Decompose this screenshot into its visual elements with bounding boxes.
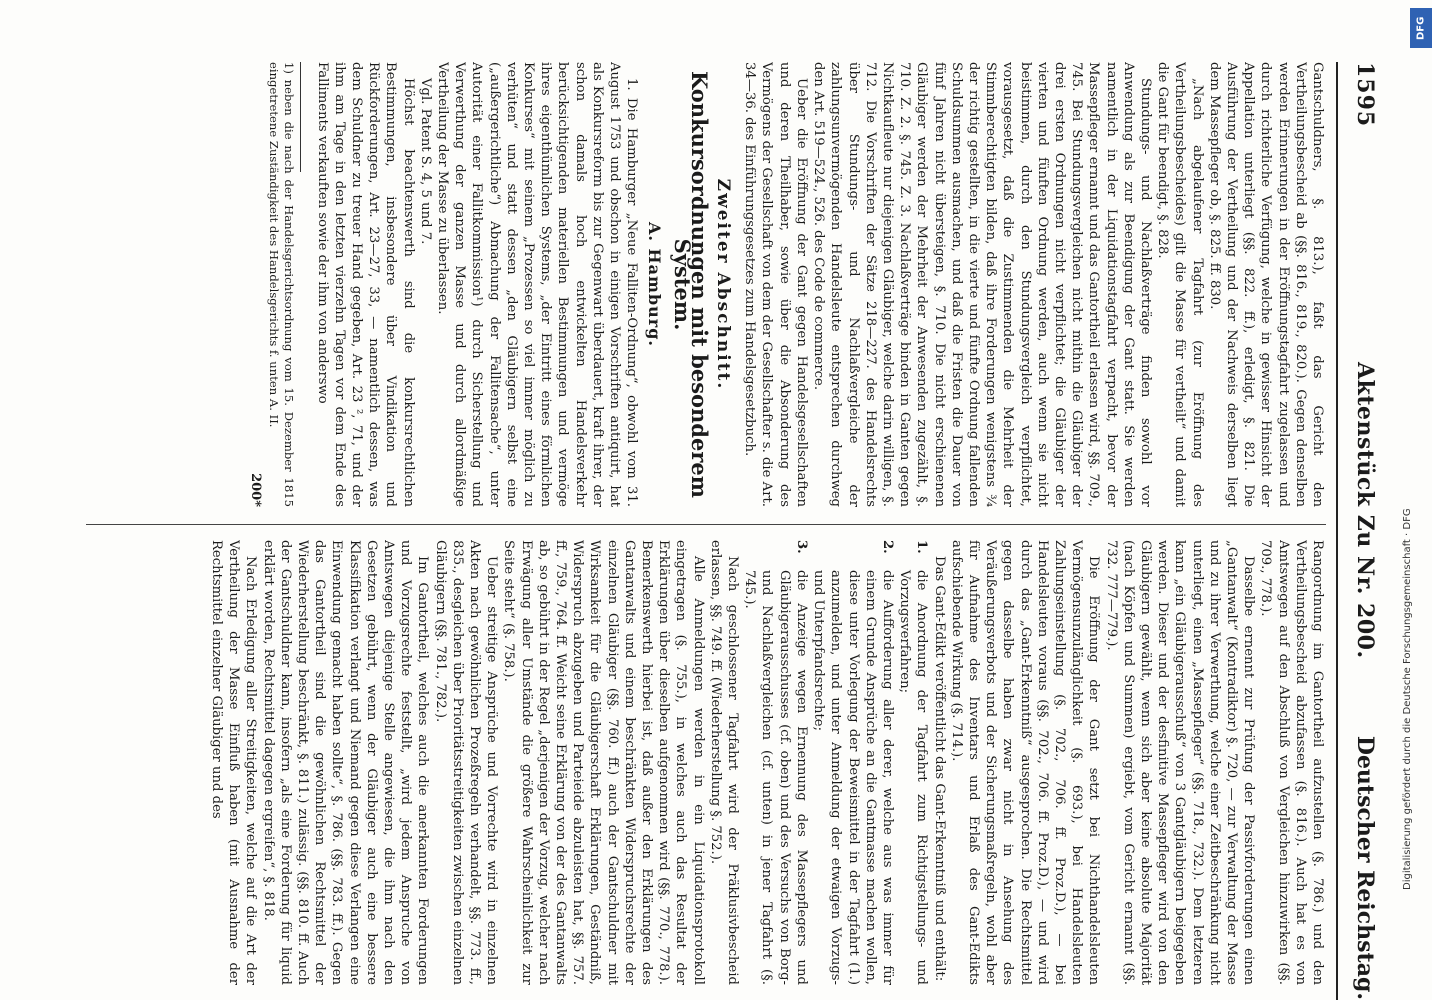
header-rule (1336, 62, 1338, 1000)
page-number: 1595 (1352, 62, 1378, 128)
paragraph: Nach geschlossener Tagfahrt wird der Präklusivbescheid erlassen, §§. 749. ff. (Wiederherstellung §. 752.). (707, 540, 741, 985)
paragraph: Dasselbe ernennt zur Prüfung der Passivforderungen einen „Gantanwalt“ (Kontradiktor) §. 720, — zur Verwaltung der Masse und zu ihrer Verwerthung, welche einer Zeitbeschränkung nicht unterliegt, einen „Massepfleger“ (§§. 718., 732.). Dem letzteren kann „ein Gläubigerausschuß“ von 3 Gantgläubigern beigegeben werden. Dieser und der desfinitive Massepfleger wird von den Gläubigern gewählt, wenn sich aber keine absolute Majorität (nach Köpfen und Summen) ergiebt, vom Gericht ernannt (§§. 732. 777—779.). (1103, 540, 1257, 985)
paragraph: Stundungs- und Nachlaßverträge finden sowohl vor Anwendung als zur Beendigung der Gant statt. Sie werden namentlich in der Liquidationstagfahrt verpacht, bevor der Massepfleger ernannt und das Gantortheil erlassen wird, §§. 709., 745. Bei Stundungsvergleichen nicht mithin die Gläubiger der drei ersten Ordnungen nicht verpflichtet; die Gläubiger der vierten und fünften Ordnung werden, auch wenn sie nicht beistimmen, durch den Stundungsvergleich verpflichtet, vorausgesetzt, daß die Zustimmenden die Mehrheit der Stimmberechtigten bilden, daß ihre Forderungen wenigstens ¾ der richtig gestellten, in die vierte und fünfte Ordnung fallenden Schuldsummen ausmachen, und daß die Fristen die Dauer von fünf Jahren nicht übersteigen, §. 710. Die nicht erschienenen Gläubiger werden der Mehrheit der Anwesenden zugezählt, §. 710. Z. 2. §. 745. Z. 3. Nachlaßverträge binden in Ganten gegen Nichtkaufleute nur diejenigen Gläubiger, welche darin willigen, §. 712. Die Vorschriften der Sätze 218—227. des Handelsrechts über Stundungs- und Nachlaßvergleiche der zahlungsunvermögenden Handelsleute entsprechen durchweg den Art. 519—524., 526. des Code de commerce. (811, 62, 1153, 507)
left-text-column (86, 62, 1326, 507)
paragraph: Gantschuldners, §. 813.), faßt das Gericht den Vertheilungsbescheid ab (§§. 816., 819., 820.). Gegen denselben werden Erinnerungen in der Eröffnungstagfahrt zugelassen und durch richterliche Verfügung, welche in gewisser Hinsicht der Appellation unterliegt (§§. 822. ff.), erledigt, §. 821. Die Ausführung der Vertheilung und der Nachweis derselben liegt dem Massepfleger ob, §. 825. ff. 830. (1206, 62, 1325, 507)
list-item-text: die Aufforderung aller derer, welche aus was immer für einem Grunde Ansprüche an die Gantmasse machen wollen, diese unter Vorlegung der Beweismittel in der Tagfahrt (1.) anzumelden, und unter Anmeldung der etwaigen Vorzugs- und Unterpfandsrechte; (811, 570, 895, 985)
footnote-rule (300, 62, 301, 172)
section-subtitle: Konkursordnungen mit besonderem System. (669, 71, 712, 498)
column-divider (86, 524, 1326, 525)
rotated-page-sheet (60, 62, 1378, 1000)
list-item (896, 540, 930, 985)
subsection-heading: A. Hamburg. (645, 222, 665, 347)
paragraph: Die Eröffnung der Gant setzt bei Nichthandelsleuten Vermögensunzulänglichkeit (§. 693.), bei Handelsleuten Zahlungseinstellung (§. 702., 706. ff. Proz.D.), — bei Handelsleuten voraus (§§. 702., 706. ff. Proz.D.), — und wird durch das „Gant-Erkenntniß“ ausgesprochen. Die Rechtsmittel gegen dasselbe haben zwar nicht in Ansehung des Veräußerungsverbots und der Sicherungsmaßregeln, wohl aber für Aufnahme des Inventars und Erlaß des Gant-Edikts aufschiebende Wirkung (§. 714.). (948, 540, 1102, 985)
paragraph: Höchst beachtenswerth sind die konkursrechtlichen Bestimmungen, insbesondere über Vindikation und Rückforderungen, Art. 23—27, 33, — namentlich dessen, was dem Schuldner zu treuer Hand gegeben, Art. 23 ², 71, und der ihm am Tage in den letzten vierzehn Tagen vor dem Ende des Falliments verkauften sowie der ihm von anderswo (314, 62, 416, 507)
paragraph: Nach Erledigung aller Streitigkeiten, welche auf die Art der Vertheilung der Masse Einfluß haben (mit Ausnahme der Rechtsmittel einzelner Gläubiger und des (209, 540, 259, 985)
paragraph: Das Gant-Edikt veröffentlicht das Gant-Erkenntniß und enthält: (931, 556, 947, 982)
digitization-credit: Digitalisierung gefördert durch die Deutsche Forschungsgemeinschaft · DFG (1402, 508, 1413, 890)
list-item-number: 2. (879, 540, 895, 554)
signature-mark: 200* (248, 473, 264, 507)
list-item (741, 540, 810, 985)
list-item-number: 3. (793, 540, 809, 554)
list-item-text: die Anordnung der Tagfahrt zum Richtigstellungs- und Vorzugsverfahren; (897, 570, 930, 985)
paragraph: Alle Anmeldungen werden in ein Liquidationsprotokoll eingetragen (§. 755.), in welches auch das Resultat der Erklärungen über dieselben aufgenommen wird (§§. 770., 778.). Bemerkenswerth hierbei ist, daß außer den Erklärungen des Gantanwalts und einem beschränkten Widerspruchsrechte der einzelnen Gläubiger (§§. 760. ff.) auch der Gantschuldner mit Wirksamkeit für die Gläubigerschaft Erklärungen, Geständniß, Widerspruch abzugeben und Parteieide abzuleisten hat, §§. 757. ff., 759., 764. ff. Weicht seine Erklärung von der des Gantanwalts ab, so gebührt in der Regel „derjenigen der Vorzug, welcher nach Erwägung aller Umstände die größere Wahrscheinlichkeit zur Seite steht“ (§. 758.). (501, 540, 706, 985)
paragraph: Rangordnung im Gantortheil aufzustellen (§. 786.) und den Vertheilungsbescheid abzufassen (§. 816.). Auch hat es von Amtswegen auf den Abschluß von Vergleichen hinzuwirken (§§. 709., 778.). (1258, 540, 1325, 985)
section-title: Zweiter Abschnitt. (713, 178, 734, 391)
page-header-title: Aktenstück Zu Nr. 200. (1352, 362, 1378, 659)
paragraph: Vgl. Patent S. 4, 5 und 7. (417, 78, 433, 245)
dfg-logo: DFG (1410, 8, 1432, 48)
paragraph: Im Gantortheil, welches auch die anerkannten Forderungen und Vorzugsrechte feststellt, „wird jedem Anspruche von Amtswegen diejenige Stelle angewiesen, die ihm nach den Gesetzen gebührt, wenn der Gläubiger auch eine bessere Klassifikation verlangt und Niemand gegen diese Verlangen eine Einwendung gemacht haben sollte“, §. 786. (§§. 783. ff.). Gegen das Gantortheil sind die gewöhnlichen Rechtsmittel der Wiederherstellung beschränkt, §. 811.) zulässig. (§§. 810. ff. Auch der Gantschuldner kann, insofern „als eine Forderung für liquid erklärt worden, Rechtsmittel dagegen ergreifen“, §. 818. (260, 540, 431, 985)
paragraph: 1. Die Hamburger „Neue Falliten-Ordnung“, obwohl vom 31. August 1753 und obschon in einigen Vorschriften antiquirt, hat als Konkursreform bis zur Gegenwart überdauert, kraft ihrer, der schon damals hoch entwickelten Handelsverkehr berücksichtigenden materiellen Bestimmungen und vermöge ihres eigenthümlichen Systems, „der Eintritt eines förmlichen Konkurses“ mit seinem „Prozessen so viel immer möglich zu verhüten“ und statt dessen „den Gläubigern selbst eine („außergerichtliche“) Abmachung der Fallitensache“, unter Autorität einer Fallitkommission¹) durch Sicherstellung und Verwerthung der ganzen Masse und durch allordmäßige Vertheilung der Masse zu überlassen. (435, 62, 640, 507)
list-item-text: die Anzeige wegen Ernennung des Massepflegers und Gläubigerausschusses (cf. oben) und des Versuchs von Borg- und Nachlaßvergleichen (cf. unten) in jener Tagfahrt (§. 745.). (742, 570, 809, 985)
list-item-number: 1. (914, 540, 930, 554)
paragraph: Ueber die Eröffnung der Gant gegen Handelsgesellschaften und deren Theilhaber, sowie über die Absonderung des Vermögens der Gesellschaft von dem der Gesellschafter s. die Art. 34—36. des Einführungsgesetzes zum Handelsgesetzbuch. (742, 62, 809, 507)
paragraph: „Nach abgelaufener Tagfahrt (zur Eröffnung des Vertheilungsbescheides) gilt die Masse für vertheilt“ und damit die Gant für beendigt, §. 828. (1155, 62, 1205, 507)
right-text-column (86, 540, 1326, 985)
page-header-organization: Deutscher Reichstag. (1352, 735, 1378, 1000)
footnote: 1) neben die nach der Handelsgerichtsordnung vom 15. Dezember 1815 eingetretene Zuständigkeit des Handelsgerichts f. unten A. II. (267, 62, 297, 507)
list-item (810, 540, 896, 985)
paragraph: Ueber streitige Ansprüche und Vorrechte wird in einzelnen Akten nach gewöhnlichen Prozeßregeln verhandelt, §§. 773. ff., 835., desgleichen über Prioritätsstreitigkeiten zwischen einzelnen Gläubigern (§§. 781., 782.). (432, 540, 500, 985)
